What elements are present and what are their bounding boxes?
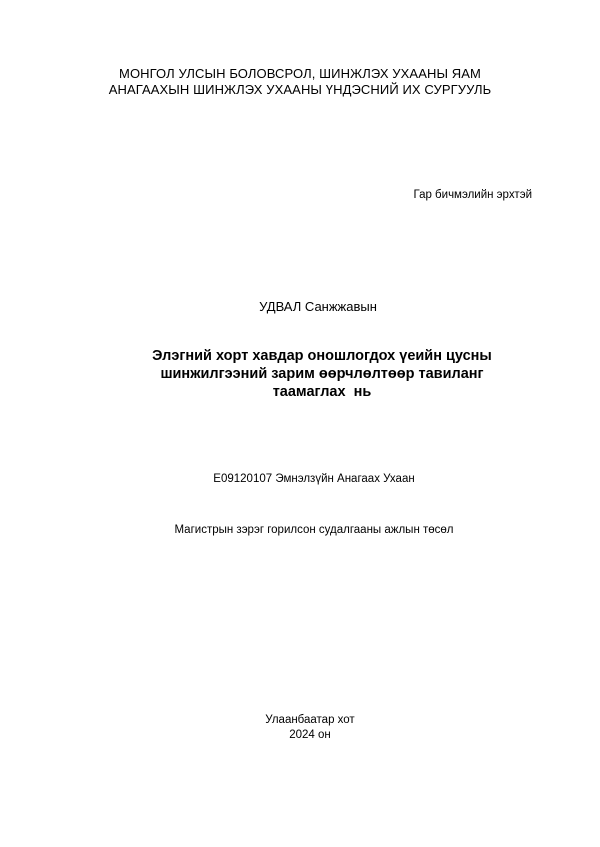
specialty-code: E09120107 Эмнэлзүйн Анагаах Ухаан: [213, 473, 415, 485]
place-and-date: [10, 713, 600, 742]
degree-description: Магистрын зэрэг горилсон судалгааны ажлын төсөл: [174, 524, 454, 536]
year-label: 2024 он: [289, 728, 331, 741]
thesis-title-line: шинжилгээний зарим өөрчлөлтөөр тавиланг: [160, 366, 484, 382]
manuscript-rights-note: Гар бичмэлийн эрхтэй: [413, 189, 532, 201]
thesis-title-line: Элэгний хорт хавдар оношлогдох үеийн цусны: [152, 348, 492, 364]
institution-university: АНАГААХЫН ШИНЖЛЭХ УХААНЫ ҮНДЭСНИЙ ИХ СУРГУУЛЬ: [108, 82, 492, 97]
author-name: УДВАЛ Санжжавын: [259, 299, 377, 314]
thesis-title: [22, 347, 600, 401]
institution-ministry: МОНГОЛ УЛСЫН БОЛОВСРОЛ, ШИНЖЛЭХ УХААНЫ ЯАМ: [119, 66, 481, 81]
city-name: Улаанбаатар хот: [265, 714, 355, 726]
thesis-title-line: таамаглах нь: [272, 384, 372, 400]
institution-header: [0, 66, 600, 98]
